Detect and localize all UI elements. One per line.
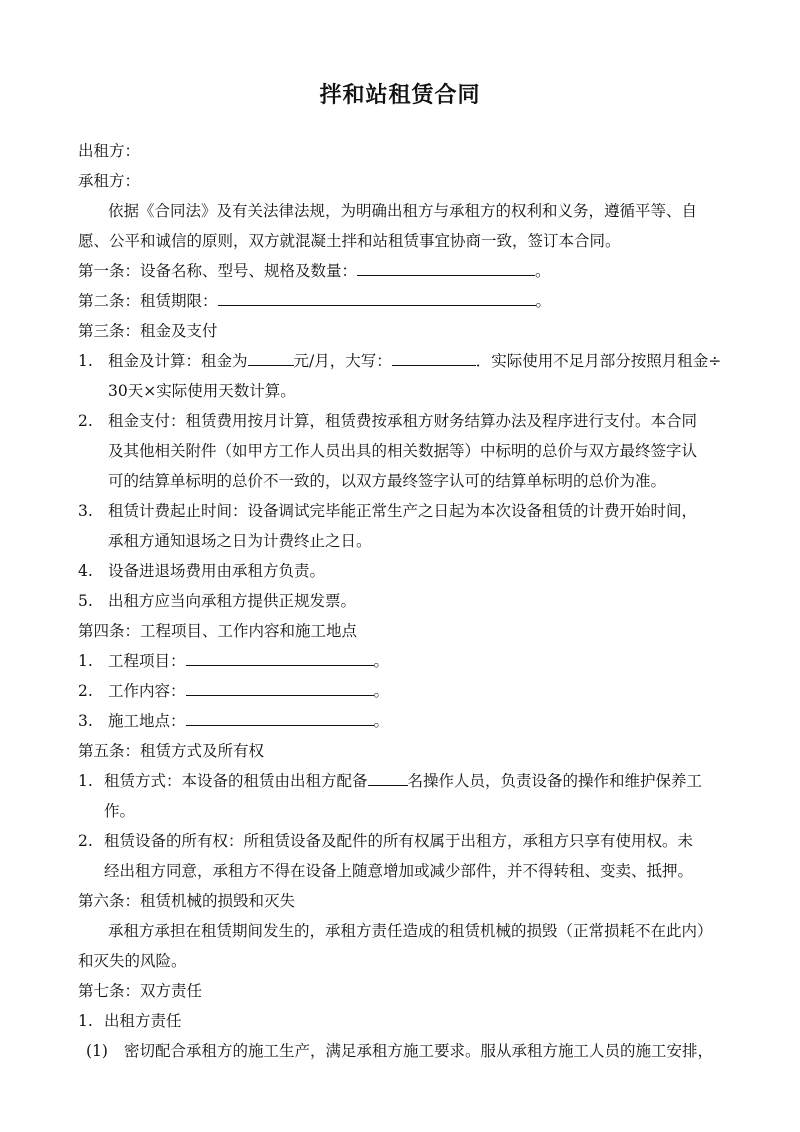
preamble-line-1: 依据《合同法》及有关法律法规，为明确出租方与承租方的权利和义务，遵循平等、自 bbox=[108, 202, 698, 220]
article-1-label: 第一条：设备名称、型号、规格及数量： bbox=[78, 262, 358, 280]
lessor-label: 出租方： bbox=[78, 142, 141, 160]
article-2-end: 。 bbox=[535, 292, 552, 310]
site-label: 施工地点： bbox=[108, 712, 186, 730]
article-3-item-3-line-1: 租赁计费起止时间：设备调试完毕能正常生产之日起为本次设备租赁的计费开始时间， bbox=[108, 502, 698, 520]
preamble-line-2: 愿、公平和诚信的原则，双方就混凝土拌和站租赁事宜协商一致，签订本合同。 bbox=[78, 232, 621, 250]
article-3-item-4: 设备进退场费用由承租方负责。 bbox=[108, 562, 326, 580]
article-3-item-2-number: 2. bbox=[78, 412, 93, 430]
article-1 bbox=[78, 260, 551, 282]
article-7-subitem-1: 密切配合承租方的施工生产，满足承租方施工要求。服从承租方施工人员的施工安排， bbox=[124, 1042, 714, 1060]
work-content-end: 。 bbox=[373, 682, 390, 700]
article-3-item-2-line-3: 可的结算单标明的总价不一致的，以双方最终签字认可的结算单标明的总价为准。 bbox=[108, 472, 667, 490]
article-3-item-4-number: 4. bbox=[78, 562, 93, 580]
article-4-item-1-number: 1. bbox=[78, 652, 93, 670]
article-7-label: 第七条：双方责任 bbox=[78, 982, 203, 1000]
article-5-item-1 bbox=[104, 770, 702, 792]
article-4-item-2-number: 2. bbox=[78, 682, 93, 700]
site-end: 。 bbox=[373, 712, 390, 730]
rent-words-blank bbox=[392, 350, 476, 366]
article-2-label: 第二条：租赁期限： bbox=[78, 292, 218, 310]
article-1-end: 。 bbox=[535, 262, 551, 280]
article-6-line-1: 承租方承担在租赁期间发生的，承租方责任造成的租赁机械的损毁（正常损耗不在此内） bbox=[108, 922, 713, 940]
article-7-item-1: 出租方责任 bbox=[104, 1012, 182, 1030]
article-6-line-2: 和灭失的风险。 bbox=[78, 952, 187, 970]
article-3-item-3-number: 3. bbox=[78, 502, 93, 520]
article-3-item-2-line-1: 租金支付：租赁费用按月计算，租赁费按承租方财务结算办法及程序进行支付。本合同 bbox=[108, 412, 698, 430]
article-4-item-1 bbox=[108, 650, 389, 672]
article-5-item-1-line-2: 作。 bbox=[104, 802, 136, 820]
article-4-item-2 bbox=[108, 680, 389, 702]
article-3-item-1-line-2: 30天×实际使用天数计算。 bbox=[108, 382, 296, 400]
article-5-item-1-number: 1. bbox=[78, 772, 93, 790]
article-5-label: 第五条：租赁方式及所有权 bbox=[78, 742, 265, 760]
lease-mode-text-2: 名操作人员，负责设备的操作和维护保养工 bbox=[407, 772, 703, 790]
article-5-item-2-line-1: 租赁设备的所有权：所租赁设备及配件的所有权属于出租方，承租方只享有使用权。未 bbox=[104, 832, 694, 850]
article-3-label: 第三条：租金及支付 bbox=[78, 322, 218, 340]
article-7-item-1-number: 1. bbox=[78, 1012, 93, 1030]
work-content-label: 工作内容： bbox=[108, 682, 186, 700]
article-4-label: 第四条：工程项目、工作内容和施工地点 bbox=[78, 622, 358, 640]
project-label: 工程项目： bbox=[108, 652, 186, 670]
article-5-item-2-line-2: 经出租方同意，承租方不得在设备上随意增加或减少部件，并不得转租、变卖、抵押。 bbox=[104, 862, 694, 880]
article-3-item-5: 出租方应当向承租方提供正规发票。 bbox=[108, 592, 357, 610]
article-5-item-2-number: 2. bbox=[78, 832, 93, 850]
article-4-item-3 bbox=[108, 710, 389, 732]
lessee-label: 承租方： bbox=[78, 172, 141, 190]
rent-rule-text: ．实际使用不足月部分按照月租金÷ bbox=[475, 352, 722, 370]
rent-words-label: 元/月，大写： bbox=[293, 352, 392, 370]
project-blank bbox=[186, 650, 374, 666]
article-3-item-3-line-2: 承租方通知退场之日为计费终止之日。 bbox=[108, 532, 372, 550]
rent-amount-label: 租金及计算：租金为 bbox=[108, 352, 248, 370]
project-end: 。 bbox=[373, 652, 390, 670]
article-3-item-5-number: 5. bbox=[78, 592, 93, 610]
document-title: 拌和站租赁合同 bbox=[319, 82, 481, 108]
work-content-blank bbox=[186, 680, 374, 696]
article-6-label: 第六条：租赁机械的损毁和灭失 bbox=[78, 892, 296, 910]
article-3-item-2-line-2: 及其他相关附件（如甲方工作人员出具的相关数据等）中标明的总价与双方最终签字认 bbox=[108, 442, 698, 460]
article-2-blank bbox=[218, 290, 536, 306]
article-3-item-1 bbox=[108, 350, 721, 372]
site-blank bbox=[186, 710, 374, 726]
article-3-item-1-number: 1. bbox=[78, 352, 93, 370]
lease-mode-text: 租赁方式：本设备的租赁由出租方配备 bbox=[104, 772, 368, 790]
article-7-subitem-1-number: (1) bbox=[86, 1042, 108, 1060]
article-4-item-3-number: 3. bbox=[78, 712, 93, 730]
article-2 bbox=[78, 290, 551, 312]
rent-amount-blank bbox=[248, 350, 294, 366]
article-1-blank bbox=[357, 260, 535, 276]
operator-count-blank bbox=[368, 770, 408, 786]
